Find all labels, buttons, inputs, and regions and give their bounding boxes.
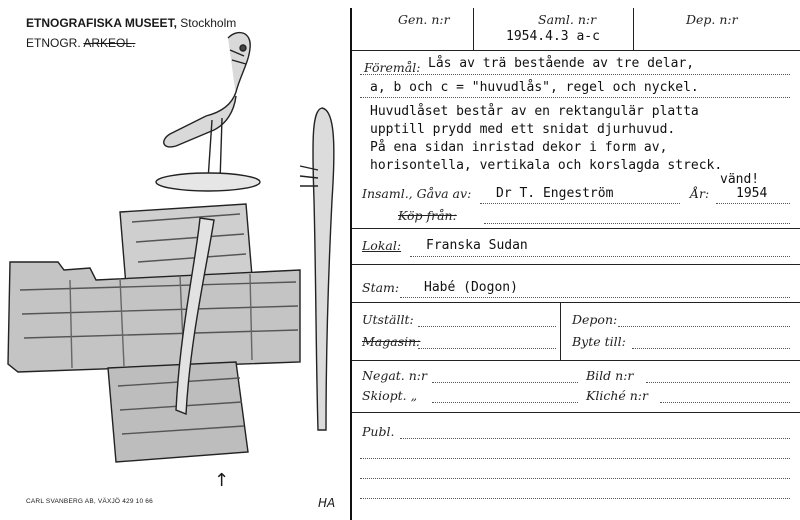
dotline [360, 478, 790, 479]
rule-6 [352, 412, 800, 413]
dep-label: Dep. n:r [686, 12, 738, 27]
byte-label: Byte till: [572, 334, 626, 349]
dotline [400, 438, 790, 439]
pointer-arrow: ↑ [214, 470, 230, 491]
saml-label: Saml. n:r [538, 12, 597, 27]
kop-label: Köp från: [398, 208, 457, 223]
utstallt-label: Utställt: [362, 312, 414, 327]
museum-name: ETNOGRAFISKA MUSEET, [26, 16, 177, 30]
dotline [410, 256, 790, 257]
dotline [716, 203, 790, 204]
dotline [484, 223, 790, 224]
dotline [432, 382, 578, 383]
rule-3 [352, 264, 800, 265]
col-divider-1 [473, 8, 474, 50]
dotline [432, 402, 578, 403]
bild-label: Bild n:r [586, 368, 634, 383]
dotline [400, 297, 790, 298]
foremal-line-5: På ena sidan inristad dekor i form av, [370, 140, 668, 155]
skiopt-label: Skiopt. „ [362, 388, 418, 403]
foremal-line-1: Lås av trä bestående av tre delar, [428, 56, 695, 71]
dotline [360, 97, 790, 98]
dotline [618, 326, 790, 327]
depot-divider [560, 302, 561, 360]
dotline [360, 74, 790, 75]
wooden-lock-drawing [0, 0, 352, 520]
saml-value: 1954.4.3 a-c [506, 29, 600, 44]
col-divider-2 [633, 8, 634, 50]
dotline [418, 326, 556, 327]
ar-value: 1954 [736, 186, 768, 201]
foremal-line-3: Huvudlåset består av en rektangulär platta [370, 104, 699, 119]
foremal-line-6: horisontella, vertikala och korslagda streck. [370, 158, 723, 173]
dotline [360, 498, 790, 499]
rule-4 [352, 302, 800, 303]
handwritten-initials: HA [318, 496, 336, 510]
printer-line: CARL SVANBERG AB, VÄXJÖ 429 10 66 [26, 498, 153, 505]
rule-5 [352, 360, 800, 361]
dotline [632, 348, 790, 349]
vand-note: vänd! [720, 172, 760, 187]
gen-label: Gen. n:r [398, 12, 450, 27]
dotline [646, 382, 790, 383]
depon-label: Depon: [572, 312, 618, 327]
negat-label: Negat. n:r [362, 368, 427, 383]
rule-2 [352, 228, 800, 229]
foremal-label: Föremål: [364, 60, 421, 75]
foremal-line-2: a, b och c = "huvudlås", regel och nyckel. [370, 80, 699, 95]
publ-label: Publ. [362, 424, 395, 439]
dotline [360, 458, 790, 459]
dotline [660, 402, 790, 403]
dotline [480, 203, 680, 204]
museum-city: Stockholm [180, 16, 237, 30]
stam-value: Habé (Dogon) [424, 280, 518, 295]
magasin-label: Magasin: [362, 334, 421, 349]
insaml-label: Insaml., Gåva av: [362, 186, 472, 201]
kliche-label: Kliché n:r [586, 388, 648, 403]
insaml-value: Dr T. Engeström [496, 186, 614, 201]
lokal-label: Lokal: [362, 238, 402, 253]
department-prefix: ETNOGR. [26, 36, 81, 50]
lokal-value: Franska Sudan [426, 238, 528, 253]
rule-1 [352, 50, 800, 51]
department-struck: ARKEOL. [83, 36, 136, 50]
stam-label: Stam: [362, 280, 400, 295]
foremal-line-4: upptill prydd med ett snidat djurhuvud. [370, 122, 676, 137]
ar-label: År: [690, 186, 710, 201]
dotline [418, 348, 556, 349]
